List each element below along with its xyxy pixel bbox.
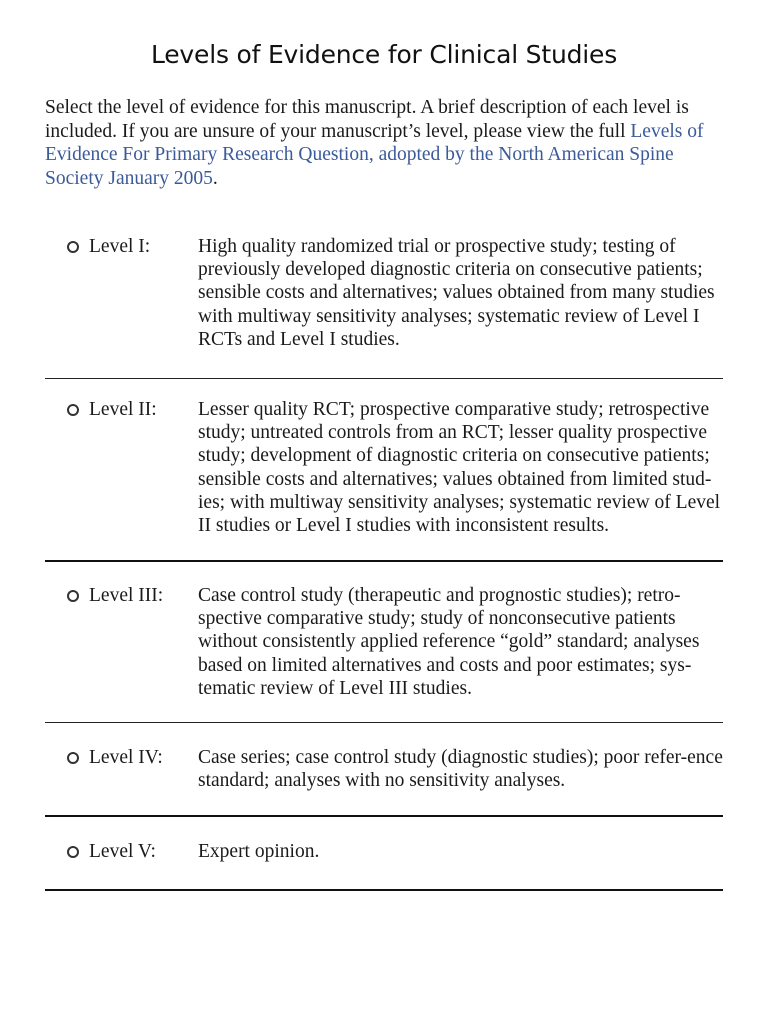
divider — [45, 722, 723, 723]
intro-paragraph — [45, 96, 725, 190]
divider — [45, 815, 723, 817]
level-description: Lesser quality RCT; prospective comparative study; retrospective study; untreated controls from an RCT; lesser quality prospective study; development of diagnostic criteria on consecutive patients; sensible costs and alternatives; values obtained from limited stud-ies; with multiway sensitivity analyses; systematic review of Level II studies or Level I studies with inconsistent results. — [198, 399, 721, 537]
radio-button-level-1[interactable] — [67, 241, 79, 253]
divider — [45, 889, 723, 891]
level-description: Case series; case control study (diagnostic studies); poor refer-ence standard; analyses with no sensitivity analyses. — [198, 747, 723, 792]
levels-of-evidence-link[interactable]: Levels of Evidence For Primary Research Question, adopted by the North American Spine Society January 2005 — [45, 120, 704, 189]
level-description: Expert opinion. — [198, 841, 320, 862]
level-label: Level I: — [89, 236, 151, 257]
level-label: Level IV: — [89, 747, 163, 768]
level-label: Level V: — [89, 841, 156, 862]
page-title: Levels of Evidence for Clinical Studies — [150, 40, 618, 69]
level-description: Case control study (therapeutic and prognostic studies); retro-spective comparative study; study of nonconsecutive patients without consistently applied reference “gold” standard; analyses based on limited alternatives and costs and poor estimates; sys-tematic review of Level III studies. — [198, 585, 700, 699]
radio-button-level-2[interactable] — [67, 404, 79, 416]
level-description: High quality randomized trial or prospective study; testing of previously developed diagnostic criteria on consecutive patients; sensible costs and alternatives; values obtained from many studies with multiway sensitivity analyses; systematic review of Level I RCTs and Level I studies. — [198, 236, 715, 350]
radio-button-level-5[interactable] — [67, 846, 79, 858]
radio-button-level-3[interactable] — [67, 590, 79, 602]
radio-button-level-4[interactable] — [67, 752, 79, 764]
divider — [45, 378, 723, 379]
intro-text: Select the level of evidence for this manuscript. A brief description of each level is included. If you are unsure of your manuscript’s level, please view the full — [45, 97, 689, 142]
intro-trailing: . — [212, 167, 218, 189]
divider — [45, 560, 723, 562]
level-label: Level II: — [89, 399, 157, 420]
level-label: Level III: — [89, 585, 164, 606]
